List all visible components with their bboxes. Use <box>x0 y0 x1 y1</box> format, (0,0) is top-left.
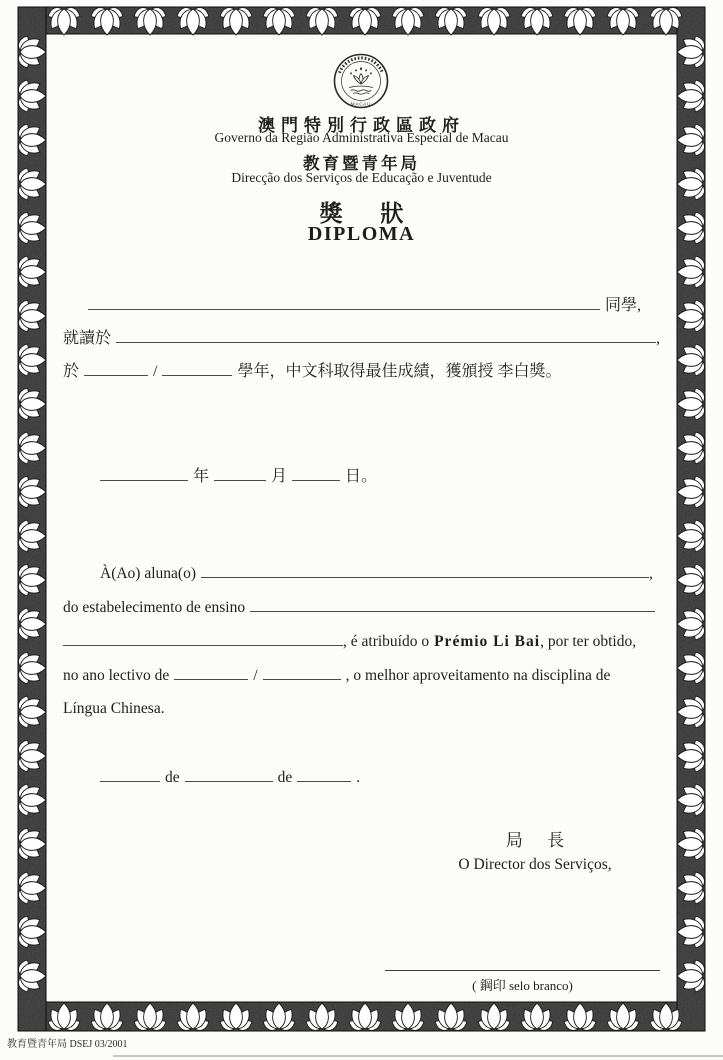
zh-date-year-label: 年 <box>193 468 210 485</box>
zh-date-month-label: 月 <box>271 468 288 485</box>
pt-date-year-blank <box>297 768 351 782</box>
director-title-pt: O Director dos Serviços, <box>458 856 612 873</box>
signature-line <box>385 969 660 971</box>
pt-date-de-1: de <box>165 769 180 786</box>
seal-bridge-water <box>349 86 373 94</box>
zh-year-slash: / <box>153 363 158 380</box>
pt-date-day-blank <box>100 768 160 782</box>
zh-date-row <box>100 463 377 486</box>
zh-year-blank-1 <box>84 362 148 376</box>
pt-year-slash: / <box>253 667 258 684</box>
diploma-title-pt: DIPLOMA <box>307 223 416 245</box>
zh-school-blank <box>116 329 656 343</box>
zh-date-month-blank <box>214 467 266 481</box>
scan-artifact-line <box>113 1055 723 1057</box>
pt-student-comma: , <box>648 565 653 582</box>
pt-school-row <box>63 598 655 617</box>
pt-award-mid: , é atribuído o <box>343 633 430 650</box>
government-name-pt: Governo da Região Administrativa Especial de Macau <box>214 130 509 145</box>
pt-school-blank-2 <box>63 632 343 646</box>
government-name-zh: 澳門特別行政區政府 <box>258 116 465 135</box>
department-name-pt: Direcção dos Serviços de Educação e Juventude <box>231 170 492 185</box>
zh-student-name-blank <box>88 296 600 310</box>
pt-award-row <box>63 632 636 651</box>
embossed-seal-note: ( 鋼印 selo branco) <box>472 978 573 993</box>
zh-year-blank-2 <box>162 362 232 376</box>
zh-date-day-label: 日。 <box>345 468 378 485</box>
pt-year-prefix: no ano lectivo de <box>63 667 170 684</box>
form-code: 教育暨青年局 DSEJ 03/2001 <box>7 1039 128 1050</box>
pt-year-blank-2 <box>263 666 341 680</box>
pt-school-year-row <box>63 666 610 685</box>
pt-prize-name: Prémio Li Bai <box>434 633 541 650</box>
pt-school-prefix: do estabelecimento de ensino <box>63 599 246 616</box>
zh-student-name-row <box>88 292 641 315</box>
pt-student-name-row <box>100 564 653 583</box>
director-signature-block <box>400 826 670 874</box>
pt-date-month-blank <box>185 768 273 782</box>
zh-date-day-blank <box>292 467 340 481</box>
pt-discipline-text: Língua Chinesa. <box>63 700 165 717</box>
zh-date-year-blank <box>100 467 188 481</box>
zh-year-prefix: 於 <box>63 363 80 380</box>
zh-year-award-row <box>63 358 561 381</box>
pt-award-end: , por ter obtido, <box>540 633 637 650</box>
department-name-zh: 教育暨青年局 <box>303 154 420 173</box>
zh-student-suffix: 同學, <box>605 297 642 314</box>
zh-award-text: 學年，中文科取得最佳成績，獲頒授 李白獎。 <box>237 363 562 380</box>
pt-student-name-blank <box>201 564 649 578</box>
pt-date-row <box>100 768 360 787</box>
seal-label: MACAU <box>350 101 372 107</box>
zh-school-row <box>63 325 660 348</box>
zh-school-comma: , <box>656 330 661 347</box>
diploma-title-zh: 獎 狀 <box>319 201 420 226</box>
director-title-zh: 局 長 <box>505 831 575 850</box>
pt-school-blank-1 <box>250 598 655 612</box>
seal-lotus <box>354 74 369 85</box>
zh-school-prefix: 就讀於 <box>63 330 112 347</box>
pt-year-blank-1 <box>174 666 248 680</box>
pt-year-suffix: , o melhor aproveitamento na disciplina de <box>345 667 611 684</box>
macau-government-seal <box>332 52 390 110</box>
pt-student-prefix: À(Ao) aluna(o) <box>100 565 196 582</box>
pt-date-de-2: de <box>277 769 293 786</box>
pt-discipline-row <box>63 700 165 718</box>
pt-date-period: . <box>356 769 361 786</box>
